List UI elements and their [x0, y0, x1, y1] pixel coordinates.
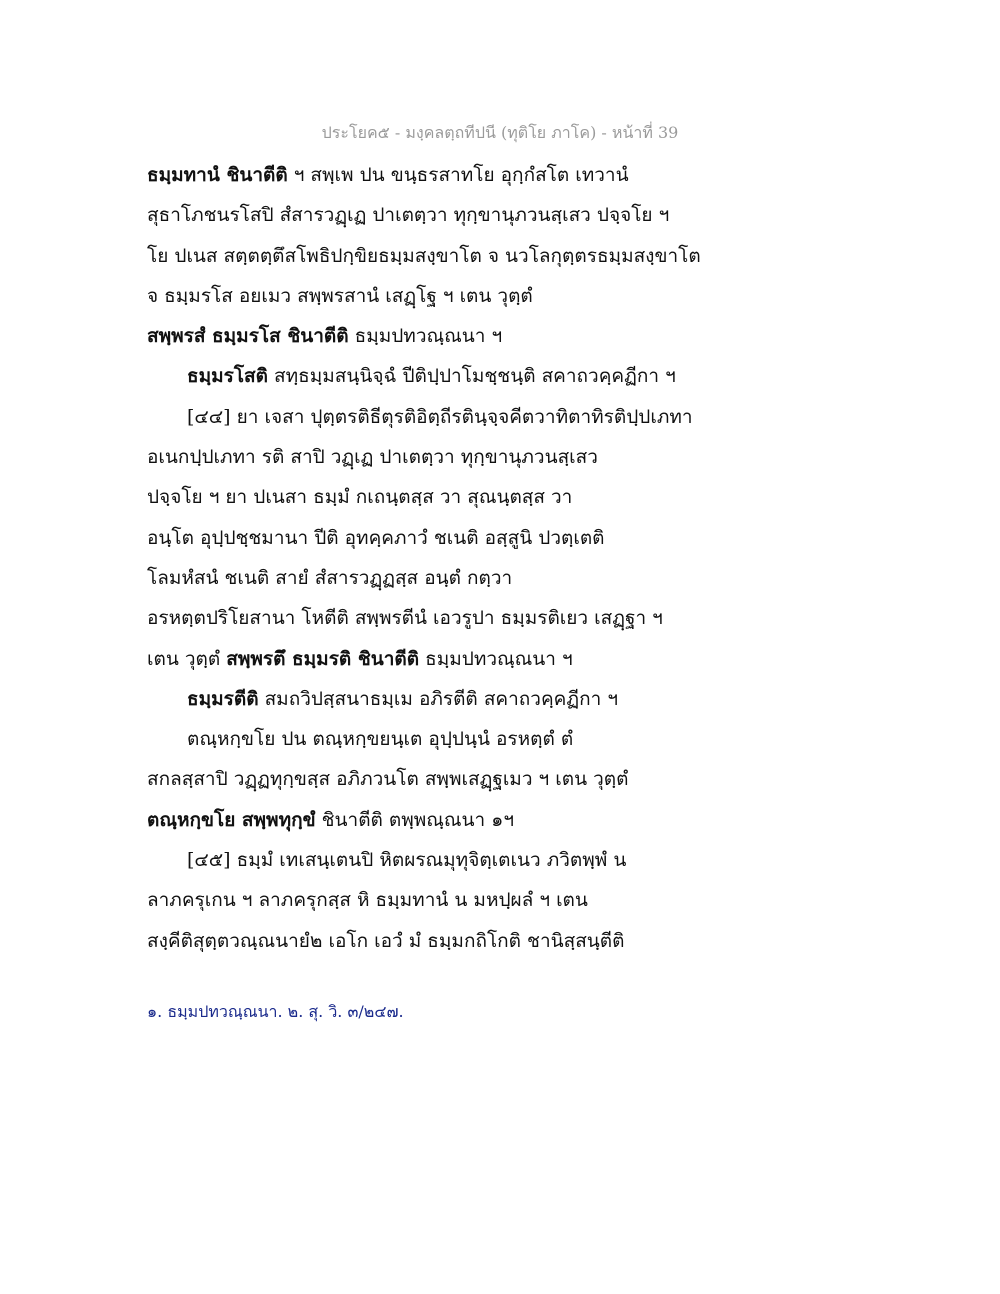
text-line [147, 719, 867, 759]
text-span: ลาภครุเกน ฯ ลาภครุกสฺส หิ ธมฺมทานํ น มหปฺผลํ ฯ เตน [147, 889, 588, 912]
text-line [147, 880, 867, 920]
body-text [147, 155, 867, 961]
text-line [147, 921, 867, 961]
page-header: ประโยค๕ - มงฺคลตฺถทีปนี (ทุติโย ภาโค) - หน้าที่ 39 [321, 123, 679, 142]
text-span: โย ปเนส สตฺตตฺตึสโพธิปกฺขิยธมฺมสงฺขาโต จ นวโลกุตฺตรธมฺมสงฺขาโต [147, 244, 701, 267]
bold-phrase: ธมฺมรโสติ [187, 365, 268, 388]
text-span: จ ธมฺมรโส อยเมว สพฺพรสานํ เสฏฺโฐ ฯ เตน วุตฺตํ [147, 284, 533, 307]
text-span: ธมฺมปทวณฺณนา ฯ [419, 647, 573, 670]
footnotes: ๑. ธมฺมปทวณฺณนา. ๒. สุ. วิ. ๓/๒๔๗. [147, 1002, 404, 1021]
text-span: อรหตฺตปริโยสานา โหตีติ สพฺพรตีนํ เอวรูปา ธมฺมรติเยว เสฏฺฐา ฯ [147, 607, 663, 630]
text-line [147, 316, 867, 356]
text-line [147, 518, 867, 558]
text-line [147, 437, 867, 477]
text-line [147, 477, 867, 517]
text-line [147, 195, 867, 235]
text-line [147, 276, 867, 316]
bold-phrase: ตณฺหกฺขโย สพฺพทุกฺขํ [147, 808, 316, 831]
bold-phrase: สพฺพรตึ ธมฺมรติ ชินาตีติ [226, 647, 420, 670]
bold-phrase: ธมฺมรตีติ [187, 687, 259, 710]
text-line [147, 639, 867, 679]
text-line [147, 155, 867, 195]
text-span: [๔๕] ธมฺมํ เทเสนฺเตนปิ หิตผรณมุทุจิตฺเตเนว ภวิตพฺพํ น [187, 849, 627, 872]
text-line [147, 759, 867, 799]
text-span: สงฺคีติสุตฺตวณฺณนายํ๒ เอโก เอวํ มํ ธมฺมกถิโกติ ชานิสฺสนฺตีติ [147, 929, 625, 952]
bold-phrase: สพฺพรสํ ธมฺมรโส ชินาตีติ [147, 325, 349, 348]
text-span: สุธาโภชนรโสปิ สํสารวฏฺเฏ ปาเตตฺวา ทุกฺขานุภวนสฺเสว ปจฺจโย ฯ [147, 204, 670, 227]
text-span: ฯ สพฺเพ ปน ขนฺธรสาทโย อุกฺกํสโต เทวานํ [287, 164, 629, 186]
text-line [147, 397, 867, 437]
text-line [147, 840, 867, 880]
text-line [147, 800, 867, 840]
bold-phrase: ธมฺมทานํ ชินาตีติ [147, 164, 288, 186]
text-line [147, 679, 867, 719]
text-span: ชินาตีติ ตพฺพณฺณนา ๑ฯ [315, 808, 514, 831]
text-span: อเนกปฺปเภทา รติ สาปิ วฏฺเฏ ปาเตตฺวา ทุกฺขานุภวนสฺเสว [147, 446, 598, 469]
text-span: สมถวิปสฺสนาธมฺเม อภิรตีติ สคาถวคฺคฏีกา ฯ [258, 687, 619, 710]
text-span: โลมหํสนํ ชเนติ สายํ สํสารวฏฺฏสฺส อนฺตํ กตฺวา [147, 566, 513, 589]
text-span: เตน วุตฺตํ [147, 647, 227, 670]
text-line [147, 598, 867, 638]
text-span: ธมฺมปทวณฺณนา ฯ [348, 325, 503, 348]
text-span: อนฺโต อุปฺปชฺชมานา ปีติ อุทคฺคภาวํ ชเนติ อสฺสูนิ ปวตฺเตติ [147, 526, 605, 549]
text-span: สทฺธมฺมสนฺนิจฺฉํ ปีติปฺปาโมชฺชนฺติ สคาถวคฺคฏีกา ฯ [268, 365, 676, 388]
text-span: สกลสฺสาปิ วฏฺฏทุกฺขสฺส อภิภวนโต สพฺพเสฏฺฐเมว ฯ เตน วุตฺตํ [147, 768, 629, 791]
text-line [147, 558, 867, 598]
text-span: [๔๔] ยา เจสา ปุตฺตรติธีตุรติอิตฺถีรตินฺจฺจคีตวาทิตาทิรติปฺปเภทา [187, 405, 693, 428]
text-line [147, 356, 867, 396]
text-line [147, 236, 867, 276]
text-span: ปจฺจโย ฯ ยา ปเนสา ธมฺมํ กเถนฺตสฺส วา สุณนฺตสฺส วา [147, 486, 573, 509]
text-span: ตณฺหกฺขโย ปน ตณฺหกฺขยนฺเต อุปฺปนฺนํ อรหตฺตํ ตํ [187, 728, 574, 751]
